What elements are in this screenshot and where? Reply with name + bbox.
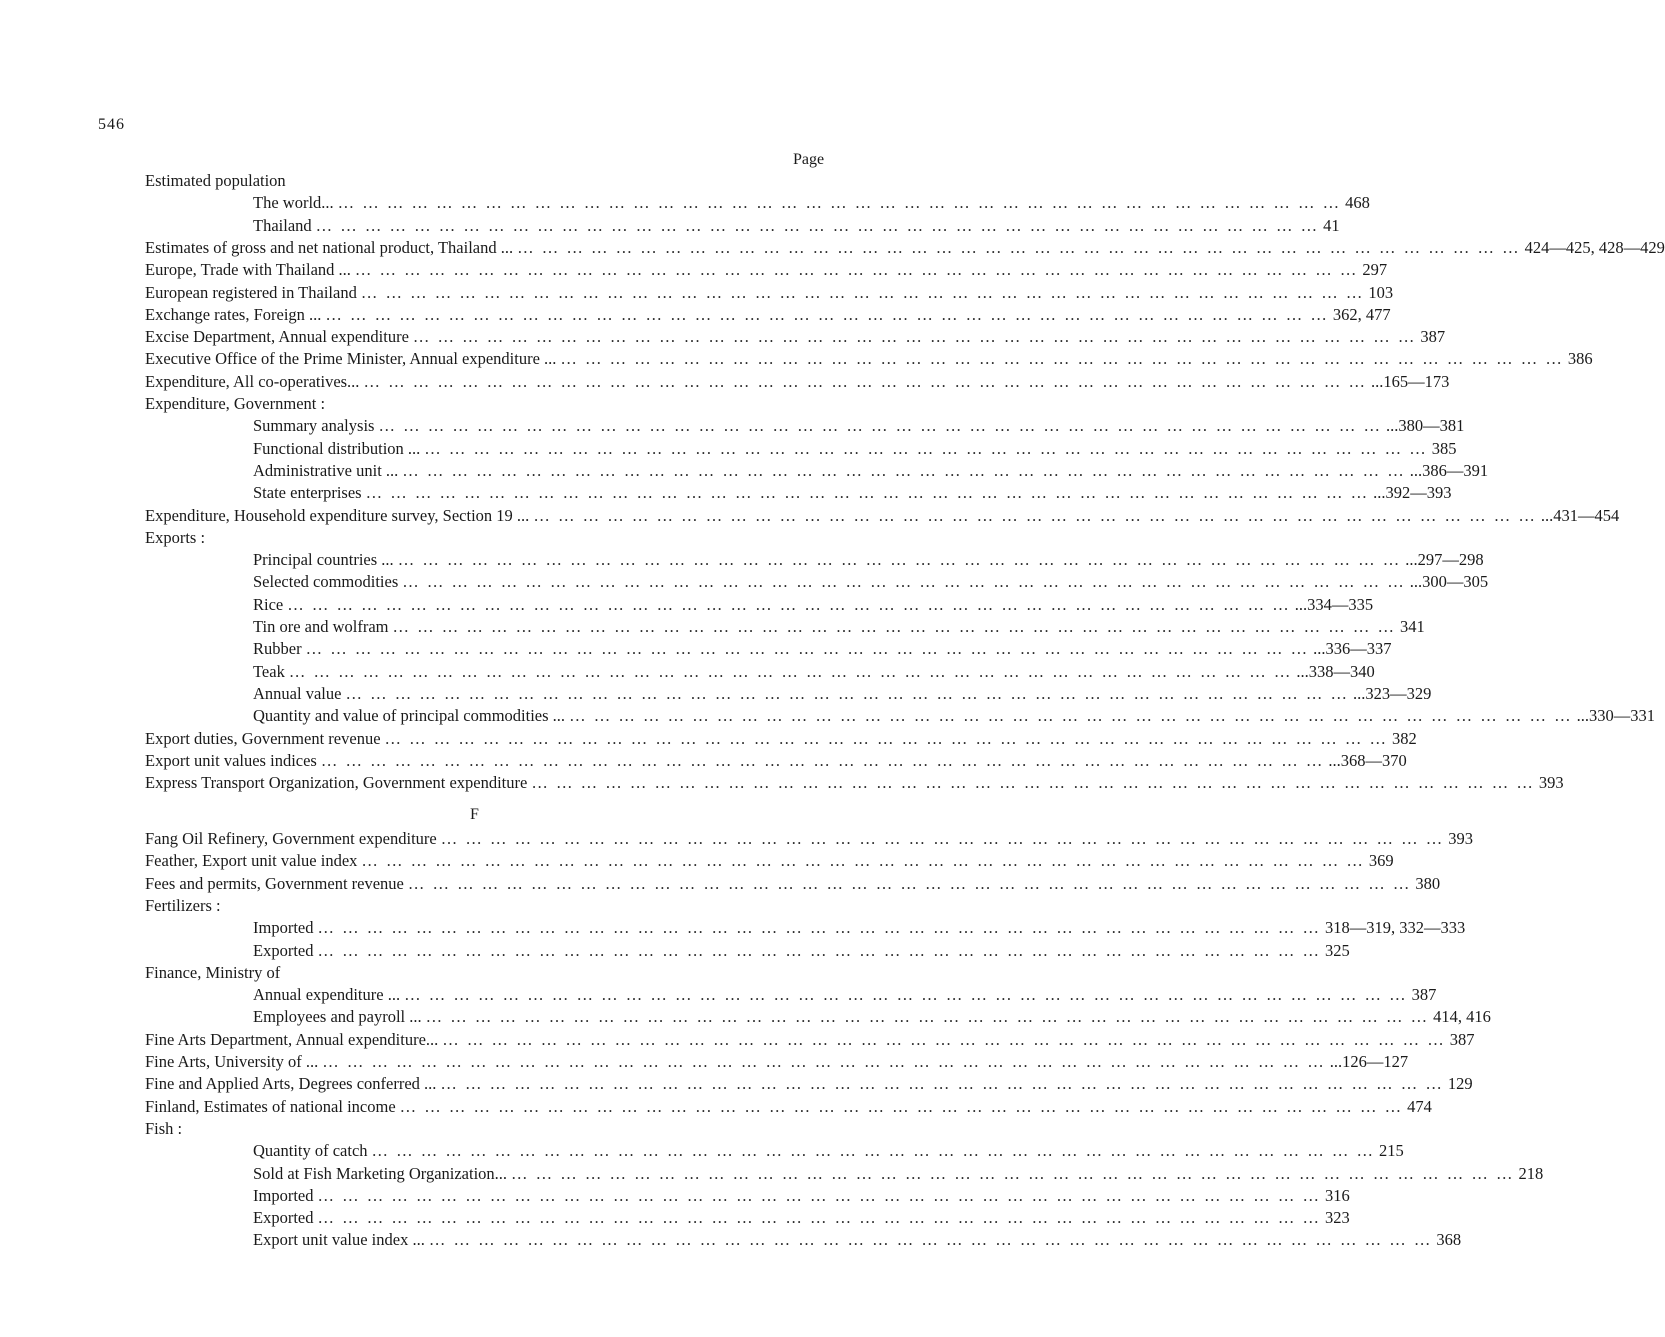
- index-entry-page: 474: [1407, 1096, 1432, 1116]
- index-entry-text: Annual expenditure ...: [253, 985, 401, 1005]
- index-entry-text: Imported: [253, 918, 314, 938]
- index-entry: [145, 348, 1593, 370]
- index-entry-page: 424—425, 428—429: [1524, 237, 1665, 257]
- index-entry-text: Fine Arts, University of ...: [145, 1052, 319, 1071]
- index-entry: [145, 873, 1441, 895]
- index-entry-page: 297: [1362, 260, 1388, 280]
- index-entry-page: 368: [1436, 1230, 1462, 1250]
- index-entry-page: 387: [1420, 327, 1446, 347]
- index-entry-page: 387: [1411, 985, 1437, 1005]
- section-letter-f: F: [470, 806, 479, 823]
- index-entry-text: Expenditure, All co-operatives...: [145, 371, 360, 391]
- index-entry-text: Exchange rates, Foreign ...: [145, 304, 322, 324]
- index-entry-page: 316: [1324, 1185, 1350, 1205]
- index-entry-text: Expenditure, Government :: [145, 394, 326, 413]
- page-number: 546: [98, 116, 125, 133]
- index-entry-page: ...386—391: [1409, 460, 1489, 480]
- leader-dots: … … … … … … … … … … … … … … … … … … … … … … … … … … … … … … … … … … … … … … … … …: [371, 1141, 1376, 1161]
- leader-dots: … … … … … … … … … … … … … … … … … … … … … … … … … … … … … … … … … … … … … … … … …: [287, 594, 1291, 614]
- leader-dots: … … … … … … … … … … … … … … … … … … … … … … … … … … … … … … … … … … … … … … … … …: [384, 728, 1389, 748]
- index-entry-text: Imported: [253, 1185, 314, 1205]
- index-entry-text: Sold at Fish Marketing Organization...: [253, 1163, 508, 1183]
- index-entry-text: Thailand: [253, 215, 312, 235]
- index-entry-page: ...126—127: [1329, 1052, 1409, 1071]
- index-entry-page: ...336—337: [1313, 639, 1392, 659]
- index-entry-page: ...392—393: [1373, 483, 1452, 503]
- index-entry: [145, 505, 1620, 527]
- leader-dots: … … … … … … … … … … … … … … … … … … … … … … … … … … … … … … … … … … … … … … … … …: [424, 438, 1428, 458]
- index-entry-text: Annual value: [253, 683, 342, 703]
- index-entry-text: Estimated population: [145, 171, 286, 190]
- index-entry: [145, 259, 1388, 281]
- leader-dots: … … … … … … … … … … … … … … … … … … … … … … … … … … … … … … … … … … … … … … … … …: [407, 873, 1412, 893]
- index-entry: [145, 850, 1394, 872]
- index-entry-page: 387: [1449, 1029, 1475, 1049]
- leader-dots: … … … … … … … … … … … … … … … … … … … … … … … … … … … … … … … … … … … … … … … … …: [288, 661, 1293, 681]
- index-entry-text: Exported: [253, 1208, 314, 1228]
- leader-dots: … … … … … … … … … … … … … … … … … … … … … … … … … … … … … … … … … … … … … … … … …: [317, 940, 1321, 960]
- index-entry: [253, 415, 1465, 437]
- index-entry-page: 318—319, 332—333: [1324, 918, 1466, 938]
- index-entry-text: Excise Department, Annual expenditure: [145, 327, 409, 347]
- index-entry-page: 414, 416: [1433, 1007, 1491, 1027]
- index-entry-text: Fees and permits, Government revenue: [145, 873, 404, 893]
- index-entry-text: Feather, Export unit value index: [145, 851, 358, 871]
- index-entry-page: 386: [1567, 349, 1593, 369]
- leader-dots: … … … … … … … … … … … … … … … … … … … … … … … … … … … … … … … … … … … … … … … … …: [325, 304, 1329, 324]
- index-entry: [253, 215, 1340, 237]
- leader-dots: … … … … … … … … … … … … … … … … … … … … … … … … … … … … … … … … … … … … … … … … …: [428, 1230, 1433, 1250]
- index-entry-page: ...380—381: [1385, 416, 1465, 436]
- index-entry-page: 385: [1431, 438, 1457, 458]
- index-entry: [145, 527, 830, 549]
- index-entry-text: Fertilizers :: [145, 895, 221, 915]
- index-entry-text: Teak: [253, 661, 285, 681]
- index-entry-text: Fine Arts Department, Annual expenditure...: [145, 1029, 439, 1049]
- leader-dots: … … … … … … … … … … … … … … … … … … … … … … … … … … … … … … … … … … … … … … … … …: [569, 706, 1573, 726]
- index-entry-page: 323: [1324, 1208, 1350, 1228]
- index-entry: [145, 895, 830, 917]
- index-entry-page: ...300—305: [1409, 572, 1489, 592]
- index-entry: [145, 750, 1407, 772]
- index-entry-page: 380: [1415, 873, 1441, 893]
- leader-dots: … … … … … … … … … … … … … … … … … … … … … … … … … … … … … … … … … … … … … … … … …: [517, 237, 1521, 257]
- index-entry-text: Principal countries ...: [253, 550, 394, 570]
- index-entry-text: Quantity of catch: [253, 1141, 368, 1161]
- index-entry-text: Functional distribution ...: [253, 438, 421, 458]
- leader-dots: … … … … … … … … … … … … … … … … … … … … … … … … … … … … … … … … … … … … … … … … …: [560, 349, 1564, 369]
- index-entry-page: 362, 477: [1332, 304, 1391, 324]
- index-entry: [145, 371, 1450, 393]
- index-entry-text: The world...: [253, 193, 334, 213]
- leader-dots: … … … … … … … … … … … … … … … … … … … … … … … … … … … … … … … … … … … … … … … … …: [345, 683, 1349, 703]
- index-entry: [253, 1229, 1462, 1251]
- leader-dots: … … … … … … … … … … … … … … … … … … … … … … … … … … … … … … … … … … … … … … … … …: [425, 1007, 1430, 1027]
- index-entry-page: ...338—340: [1296, 661, 1375, 681]
- index-entry-page: 382: [1392, 728, 1417, 748]
- leader-dots: … … … … … … … … … … … … … … … … … … … … … … … … … … … … … … … … … … … … … … … … …: [317, 1185, 1321, 1205]
- index-entry: [253, 1006, 1491, 1028]
- index-entry: [253, 1207, 1350, 1229]
- leader-dots: … … … … … … … … … … … … … … … … … … … … … … … … … … … … … … … … … … … … … … … … …: [361, 851, 1365, 871]
- leader-dots: … … … … … … … … … … … … … … … … … … … … … … … … … … … … … … … … … … … … … … … … …: [354, 260, 1359, 280]
- index-entry-text: Fine and Applied Arts, Degrees conferred ...: [145, 1074, 437, 1094]
- index-entry-text: European registered in Thailand: [145, 282, 357, 302]
- leader-dots: … … … … … … … … … … … … … … … … … … … … … … … … … … … … … … … … … … … … … … … … …: [533, 505, 1537, 525]
- index-entry: [253, 549, 1484, 571]
- leader-dots: … … … … … … … … … … … … … … … … … … … … … … … … … … … … … … … … … … … … … … … … …: [392, 617, 1396, 636]
- index-entry-text: Expenditure, Household expenditure survey, Section 19 ...: [145, 505, 530, 525]
- index-entry-page: 468: [1345, 193, 1370, 213]
- leader-dots: … … … … … … … … … … … … … … … … … … … … … … … … … … … … … … … … … … … … … … … … …: [322, 1052, 1326, 1071]
- index-entry: [145, 828, 1473, 850]
- leader-dots: … … … … … … … … … … … … … … … … … … … … … … … … … … … … … … … … … … … … … … … … …: [402, 572, 1406, 592]
- leader-dots: … … … … … … … … … … … … … … … … … … … … … … … … … … … … … … … … … … … … … … … … …: [397, 550, 1402, 570]
- index-entry: [253, 482, 1452, 504]
- index-entry: [253, 917, 1466, 939]
- index-entry-text: Estimates of gross and net national product, Thailand ...: [145, 237, 514, 257]
- index-entry-page: ...368—370: [1328, 750, 1407, 770]
- leader-dots: … … … … … … … … … … … … … … … … … … … … … … … … … … … … … … … … … … … … … … … … …: [365, 483, 1370, 503]
- index-entry: [253, 616, 1425, 638]
- index-entry-page: ...323—329: [1352, 683, 1432, 703]
- index-entry: [145, 326, 1446, 348]
- index-entry: [253, 460, 1489, 482]
- index-entry-text: Rice: [253, 594, 284, 614]
- index-entry: [253, 940, 1350, 962]
- leader-dots: … … … … … … … … … … … … … … … … … … … … … … … … … … … … … … … … … … … … … … … … …: [440, 1074, 1444, 1094]
- leader-dots: … … … … … … … … … … … … … … … … … … … … … … … … … … … … … … … … … … … … … … … … …: [412, 327, 1417, 347]
- index-entry-text: Export duties, Government revenue: [145, 728, 381, 748]
- index-entry-text: Express Transport Organization, Government expenditure: [145, 773, 528, 793]
- index-entry-text: Selected commodities: [253, 572, 399, 592]
- index-entry: [145, 1073, 1473, 1095]
- leader-dots: … … … … … … … … … … … … … … … … … … … … … … … … … … … … … … … … … … … … … … … … …: [378, 416, 1382, 436]
- index-entry-page: 218: [1518, 1163, 1544, 1183]
- index-entry: [145, 1051, 1409, 1073]
- index-entry: [145, 237, 1665, 259]
- index-entry: [253, 438, 1457, 460]
- index-entry-text: Tin ore and wolfram: [253, 617, 389, 636]
- leader-dots: … … … … … … … … … … … … … … … … … … … … … … … … … … … … … … … … … … … … … … … … …: [440, 829, 1445, 848]
- index-entry-text: Finance, Ministry of: [145, 962, 281, 982]
- leader-dots: … … … … … … … … … … … … … … … … … … … … … … … … … … … … … … … … … … … … … … … … …: [363, 371, 1367, 391]
- page-column-label: Page: [793, 151, 825, 168]
- leader-dots: … … … … … … … … … … … … … … … … … … … … … … … … … … … … … … … … … … … … … … … … …: [317, 918, 1321, 938]
- index-entry-page: 369: [1368, 851, 1394, 871]
- index-entry-text: Fang Oil Refinery, Government expenditure: [145, 829, 437, 848]
- index-entry-page: 103: [1368, 282, 1394, 302]
- index-entry: [253, 638, 1392, 660]
- index-entry-text: Administrative unit ...: [253, 460, 399, 480]
- index-entry-page: ...431—454: [1540, 505, 1620, 525]
- index-entry: [253, 1163, 1544, 1185]
- index-entry: [145, 282, 1394, 304]
- index-entry: [253, 192, 1370, 214]
- index-entry-text: Fish :: [145, 1118, 183, 1138]
- index-entry-text: Rubber: [253, 639, 302, 659]
- index-entry-text: Employees and payroll ...: [253, 1007, 422, 1027]
- index-entry-text: Export unit value index ...: [253, 1230, 425, 1250]
- leader-dots: … … … … … … … … … … … … … … … … … … … … … … … … … … … … … … … … … … … … … … … … …: [531, 773, 1535, 793]
- index-entry-text: State enterprises: [253, 483, 362, 503]
- index-entry-text: Europe, Trade with Thailand ...: [145, 260, 351, 280]
- index-entry-page: 325: [1324, 940, 1350, 960]
- index-entry-page: ...330—331: [1576, 706, 1655, 726]
- index-entry-text: Quantity and value of principal commodities ...: [253, 706, 566, 726]
- leader-dots: … … … … … … … … … … … … … … … … … … … … … … … … … … … … … … … … … … … … … … … … …: [320, 750, 1325, 770]
- index-entry-page: 341: [1400, 617, 1425, 636]
- leader-dots: … … … … … … … … … … … … … … … … … … … … … … … … … … … … … … … … … … … … … … … … …: [399, 1096, 1404, 1116]
- index-entry: [253, 1185, 1350, 1207]
- index-entry: [145, 393, 830, 415]
- leader-dots: … … … … … … … … … … … … … … … … … … … … … … … … … … … … … … … … … … … … … … … … …: [402, 460, 1406, 480]
- index-entry-page: 129: [1447, 1074, 1473, 1094]
- leader-dots: … … … … … … … … … … … … … … … … … … … … … … … … … … … … … … … … … … … … … … … … …: [315, 215, 1320, 235]
- index-entry: [253, 594, 1374, 616]
- index-entry: [253, 1140, 1404, 1162]
- index-entry: [253, 705, 1655, 727]
- index-entry-page: 41: [1323, 215, 1340, 235]
- index-entry: [145, 962, 830, 984]
- index-entry-text: Exported: [253, 940, 314, 960]
- leader-dots: … … … … … … … … … … … … … … … … … … … … … … … … … … … … … … … … … … … … … … … … …: [442, 1029, 1446, 1049]
- index-entry-text: Export unit values indices: [145, 750, 317, 770]
- index-entry-text: Finland, Estimates of national income: [145, 1096, 396, 1116]
- index-entry-text: Exports :: [145, 527, 206, 547]
- index-entry-page: 215: [1379, 1141, 1404, 1161]
- index-entry: [145, 772, 1564, 794]
- leader-dots: … … … … … … … … … … … … … … … … … … … … … … … … … … … … … … … … … … … … … … … … …: [360, 282, 1365, 302]
- index-entry: [145, 170, 830, 192]
- index-entry-page: ...334—335: [1294, 594, 1374, 614]
- index-entry: [145, 1096, 1432, 1118]
- leader-dots: … … … … … … … … … … … … … … … … … … … … … … … … … … … … … … … … … … … … … … … … …: [337, 193, 1342, 213]
- index-entry: [145, 728, 1417, 750]
- leader-dots: … … … … … … … … … … … … … … … … … … … … … … … … … … … … … … … … … … … … … … … … …: [317, 1208, 1321, 1228]
- index-entry-page: 393: [1448, 829, 1473, 848]
- leader-dots: … … … … … … … … … … … … … … … … … … … … … … … … … … … … … … … … … … … … … … … … …: [305, 639, 1310, 659]
- index-entry: [145, 304, 1391, 326]
- index-entry: [253, 571, 1489, 593]
- index-entry-page: ...165—173: [1370, 371, 1450, 391]
- leader-dots: … … … … … … … … … … … … … … … … … … … … … … … … … … … … … … … … … … … … … … … … …: [404, 985, 1408, 1005]
- index-entry: [253, 683, 1432, 705]
- index-entry: [145, 1029, 1475, 1051]
- index-entry: [253, 661, 1375, 683]
- index-entry: [253, 984, 1437, 1006]
- index-entry-text: Executive Office of the Prime Minister, Annual expenditure ...: [145, 349, 557, 369]
- index-entry-text: Summary analysis: [253, 416, 375, 436]
- index-entry-page: 393: [1538, 773, 1564, 793]
- leader-dots: … … … … … … … … … … … … … … … … … … … … … … … … … … … … … … … … … … … … … … … … …: [511, 1163, 1515, 1183]
- index-entry-page: ...297—298: [1405, 550, 1484, 570]
- index-entry: [145, 1118, 830, 1140]
